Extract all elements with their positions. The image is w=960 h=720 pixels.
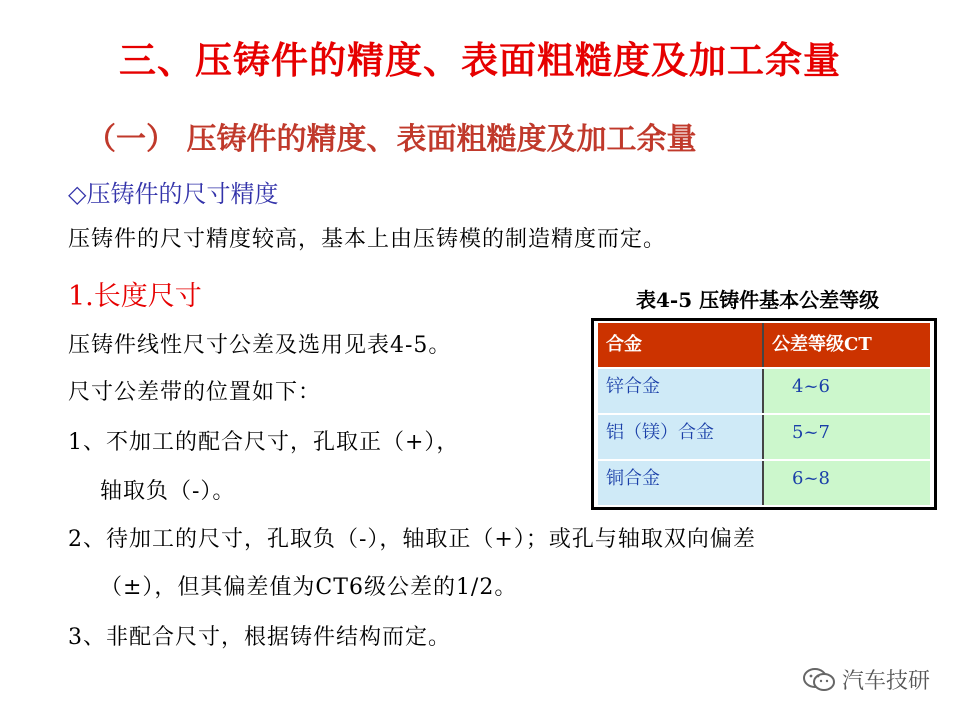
table-header-alloy: 合金 bbox=[598, 323, 764, 367]
body-line-6: （±），但其偏差值为CT6级公差的1/2。 bbox=[100, 575, 518, 600]
table-cell-alloy: 锌合金 bbox=[598, 369, 764, 413]
body-line-5: 2、待加工的尺寸，孔取负（-），轴取正（+）；或孔与轴取双向偏差 bbox=[68, 527, 756, 552]
body-line-3: 1、不加工的配合尺寸，孔取正（+）， bbox=[68, 430, 460, 455]
section-heading: （一） 压铸件的精度、表面粗糙度及加工余量 bbox=[86, 122, 697, 157]
wechat-icon bbox=[802, 667, 836, 693]
table-row bbox=[598, 415, 930, 459]
slide-title: 三、压铸件的精度、表面粗糙度及加工余量 bbox=[119, 38, 841, 82]
table-cell-ct: 5~7 bbox=[764, 415, 930, 459]
watermark bbox=[802, 664, 930, 695]
table-row bbox=[598, 461, 930, 505]
tolerance-table bbox=[591, 318, 937, 510]
table-cell-alloy: 铜合金 bbox=[598, 461, 764, 505]
watermark-text: 汽车技研 bbox=[841, 669, 930, 694]
body-line-4: 轴取负（-）。 bbox=[100, 479, 236, 504]
table-caption: 表4-5 压铸件基本公差等级 bbox=[636, 288, 880, 312]
sub-heading: ◇压铸件的尺寸精度 bbox=[68, 180, 279, 208]
table-header-ct: 公差等级CT bbox=[764, 323, 930, 367]
intro-text: 压铸件的尺寸精度较高，基本上由压铸模的制造精度而定。 bbox=[68, 227, 667, 252]
table-cell-ct: 6~8 bbox=[764, 461, 930, 505]
body-line-2: 尺寸公差带的位置如下： bbox=[68, 380, 322, 405]
table-cell-alloy: 铝（镁）合金 bbox=[598, 415, 764, 459]
table-row bbox=[598, 369, 930, 413]
table-cell-ct: 4~6 bbox=[764, 369, 930, 413]
body-line-1: 压铸件线性尺寸公差及选用见表4-5。 bbox=[68, 333, 452, 358]
table-header-row bbox=[598, 323, 930, 367]
body-line-7: 3、非配合尺寸，根据铸件结构而定。 bbox=[68, 625, 451, 650]
length-heading: 1.长度尺寸 bbox=[68, 281, 202, 312]
